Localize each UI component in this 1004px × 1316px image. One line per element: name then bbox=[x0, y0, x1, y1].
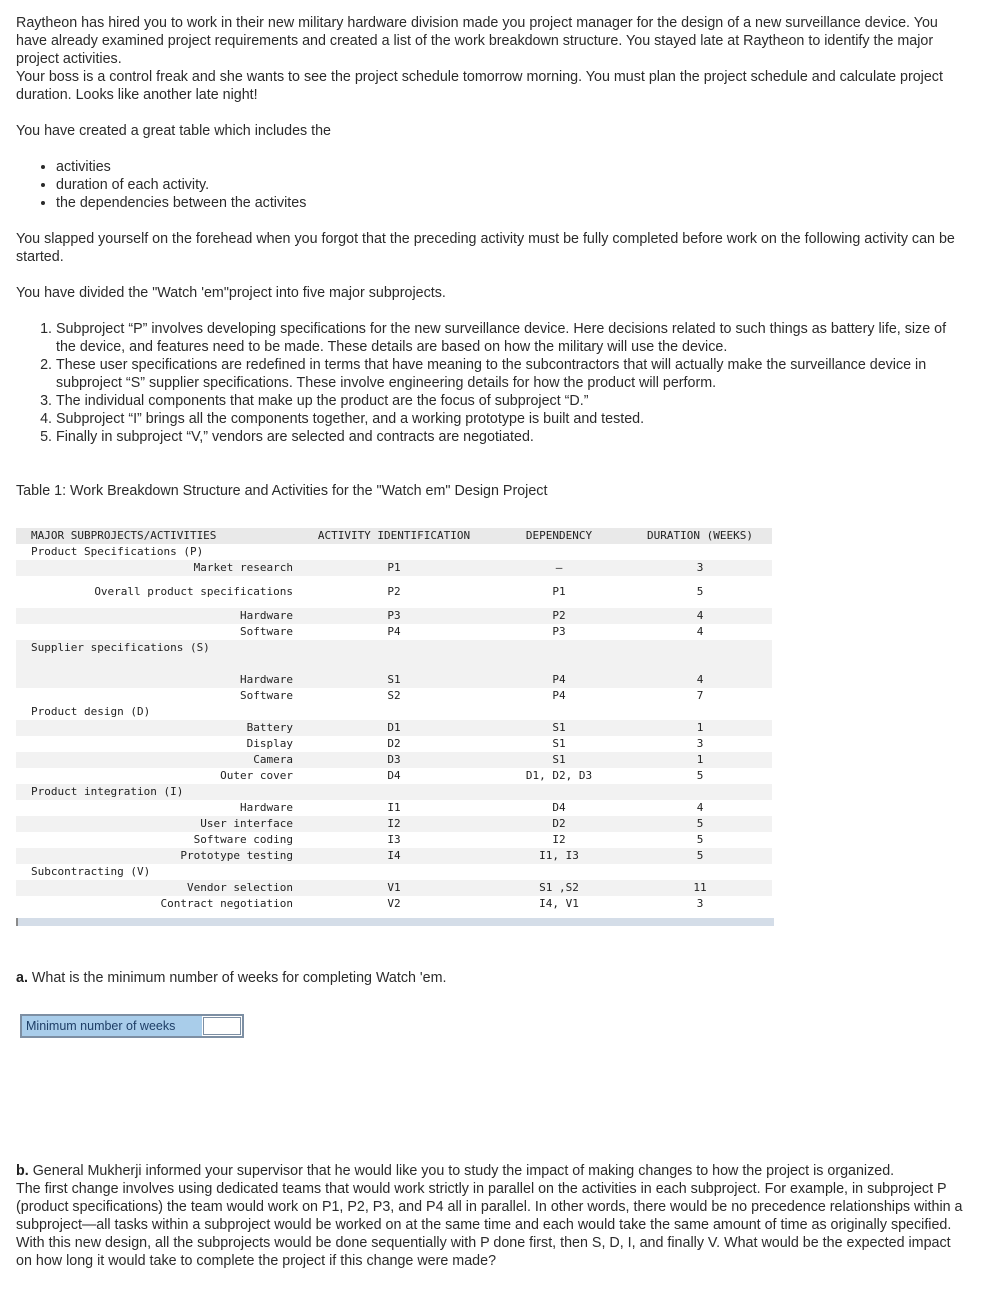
table-header-row bbox=[16, 528, 772, 544]
list-item: • duration of each activity. bbox=[56, 176, 966, 194]
question-b-intro bbox=[16, 1162, 966, 1180]
spacer-row bbox=[16, 656, 772, 672]
group-row-d bbox=[16, 704, 772, 720]
problem-intro bbox=[16, 14, 966, 500]
list-item: 3. The individual components that make up the product are the focus of subproject “D.” bbox=[56, 392, 966, 410]
list-item: • activities bbox=[56, 158, 966, 176]
activity-duration: 4 bbox=[628, 672, 772, 688]
intro-paragraph-2: Your boss is a control freak and she wants to see the project schedule tomorrow morning. You must plan the project schedule and calculate project duration. Looks like another late night! bbox=[16, 69, 943, 103]
activity-name: Display bbox=[246, 737, 293, 750]
activity-name: Hardware bbox=[16, 672, 298, 688]
table-row bbox=[16, 880, 772, 896]
activity-name: Outer cover bbox=[220, 769, 293, 782]
activity-id: V1 bbox=[298, 880, 490, 896]
table-row bbox=[16, 816, 772, 832]
activity-duration: 5 bbox=[628, 848, 772, 864]
activity-duration: 5 bbox=[696, 833, 704, 846]
activity-dependency: P1 bbox=[552, 585, 566, 598]
activity-id: P2 bbox=[387, 585, 401, 598]
table-caption: Table 1: Work Breakdown Structure and Activities for the "Watch em" Design Project bbox=[16, 483, 548, 499]
activity-dependency: S1 ,S2 bbox=[490, 880, 628, 896]
activity-name: User interface bbox=[16, 816, 298, 832]
subproject-list bbox=[16, 320, 966, 446]
activity-name: Prototype testing bbox=[16, 848, 298, 864]
table-row bbox=[16, 752, 772, 768]
activity-id: P3 bbox=[298, 608, 490, 624]
table-row bbox=[16, 688, 772, 704]
intro-paragraph-5: You have divided the "Watch 'em"project into five major subprojects. bbox=[16, 285, 446, 301]
activity-name: Overall product specifications bbox=[94, 585, 293, 598]
activity-duration: 4 bbox=[628, 608, 772, 624]
activity-id: I3 bbox=[387, 833, 401, 846]
activity-duration: 7 bbox=[696, 689, 704, 702]
group-label: Product design (D) bbox=[31, 705, 151, 718]
activity-duration: 1 bbox=[628, 720, 772, 736]
activity-name: Software bbox=[240, 689, 293, 702]
activity-id: D1 bbox=[298, 720, 490, 736]
activity-name: Vendor selection bbox=[16, 880, 298, 896]
question-b bbox=[16, 1162, 966, 1270]
activity-id: I1 bbox=[387, 801, 401, 814]
activity-name: Hardware bbox=[240, 801, 293, 814]
activity-duration: 4 bbox=[696, 801, 704, 814]
activity-dependency: P2 bbox=[490, 608, 628, 624]
activity-id: V2 bbox=[387, 897, 401, 910]
activity-name: Software coding bbox=[193, 833, 293, 846]
table-row bbox=[16, 896, 772, 912]
header-dependency: DEPENDENCY bbox=[490, 528, 628, 544]
activity-name: Camera bbox=[16, 752, 298, 768]
activity-dependency: S1 bbox=[490, 720, 628, 736]
activity-duration: 3 bbox=[696, 897, 704, 910]
activity-dependency: D1, D2, D3 bbox=[525, 769, 593, 782]
table-row bbox=[16, 624, 772, 640]
activity-id: S2 bbox=[387, 689, 401, 702]
group-label: Subcontracting (V) bbox=[31, 865, 151, 878]
table-row bbox=[16, 768, 772, 784]
activity-id: D3 bbox=[298, 752, 490, 768]
wbs-table bbox=[16, 528, 772, 912]
table-row bbox=[16, 560, 772, 576]
group-label: Product integration (I) bbox=[16, 784, 772, 800]
activity-name: Hardware bbox=[16, 608, 298, 624]
list-item: • the dependencies between the activites bbox=[56, 194, 966, 212]
activity-name: Battery bbox=[16, 720, 298, 736]
answer-label: Minimum number of weeks bbox=[22, 1016, 202, 1036]
wbs-table-container bbox=[16, 528, 772, 928]
activity-dependency: P3 bbox=[552, 625, 566, 638]
activity-id: I4 bbox=[298, 848, 490, 864]
question-a bbox=[16, 970, 446, 986]
activity-duration: 5 bbox=[696, 585, 704, 598]
activity-duration: 3 bbox=[696, 737, 704, 750]
group-row-i bbox=[16, 784, 772, 800]
activity-dependency: P4 bbox=[552, 689, 566, 702]
table-row bbox=[16, 608, 772, 624]
activity-dependency: P4 bbox=[490, 672, 628, 688]
question-a-marker: a. bbox=[16, 970, 28, 986]
question-b-marker: b. bbox=[16, 1163, 29, 1179]
activity-id: D2 bbox=[387, 737, 401, 750]
table-row bbox=[16, 576, 772, 608]
activity-duration: 5 bbox=[696, 769, 704, 782]
group-label: Product Specifications (P) bbox=[31, 545, 204, 558]
activity-id: D4 bbox=[387, 769, 401, 782]
activity-id: I2 bbox=[298, 816, 490, 832]
activity-id: P1 bbox=[298, 560, 490, 576]
intro-paragraph-3: You have created a great table which includes the bbox=[16, 123, 332, 139]
table-contents-list bbox=[16, 158, 966, 212]
question-b-text-1: General Mukherji informed your supervisor that he would like you to study the impact of making changes to how the project is organized. bbox=[28, 1163, 895, 1179]
intro-paragraph-4: You slapped yourself on the forehead when you forgot that the preceding activity must be fully completed before work on the following activity can be started. bbox=[16, 231, 955, 265]
question-a-text: What is the minimum number of weeks for completing Watch 'em. bbox=[27, 970, 447, 986]
activity-dependency: S1 bbox=[552, 737, 566, 750]
table-row bbox=[16, 736, 772, 752]
header-duration: DURATION (WEEKS) bbox=[628, 528, 772, 544]
header-activity-id: ACTIVITY IDENTIFICATION bbox=[298, 528, 490, 544]
activity-dependency: D2 bbox=[490, 816, 628, 832]
activity-duration: 11 bbox=[628, 880, 772, 896]
header-activities: MAJOR SUBPROJECTS/ACTIVITIES bbox=[16, 528, 298, 544]
activity-name: Market research bbox=[16, 560, 298, 576]
table-row bbox=[16, 672, 772, 688]
activity-dependency: — bbox=[490, 560, 628, 576]
activity-duration: 1 bbox=[628, 752, 772, 768]
answer-field-group bbox=[20, 1014, 244, 1038]
activity-dependency: I4, V1 bbox=[539, 897, 579, 910]
activity-name: Software bbox=[240, 625, 293, 638]
intro-paragraph-1: Raytheon has hired you to work in their new military hardware division made you project manager for the design of a new surveillance device. You have already examined project requirements and created a list of the work breakdown structure. You stayed late at Raytheon to identify the major project activities. bbox=[16, 15, 938, 67]
table-row bbox=[16, 800, 772, 816]
table-row bbox=[16, 720, 772, 736]
minimum-weeks-input[interactable] bbox=[203, 1017, 241, 1035]
group-label: Supplier specifications (S) bbox=[16, 640, 772, 656]
activity-name: Contract negotiation bbox=[160, 897, 293, 910]
table-bottom-bar bbox=[16, 918, 774, 926]
activity-dependency: I1, I3 bbox=[490, 848, 628, 864]
activity-dependency: S1 bbox=[490, 752, 628, 768]
list-item: 4. Subproject “I” brings all the components together, and a working prototype is built and tested. bbox=[56, 410, 966, 428]
question-b-text-2: The first change involves using dedicated teams that would work strictly in parallel on the activities in each subproject. For example, in subproject P (product specifications) the team would work on P1, P2, P3, and P4 all in parallel. In other words, there would be no precedence relationships within a subproject—all tasks within a subproject would be worked on at the same time and each would take the same amount of time as originally specified. With this new design, all the subprojects would be done sequentially with P done first, then S, D, I, and finally V. What would be the expected impact on how long it would take to complete the project if this change were made? bbox=[16, 1181, 963, 1269]
group-row-v bbox=[16, 864, 772, 880]
table-row bbox=[16, 832, 772, 848]
activity-duration: 3 bbox=[628, 560, 772, 576]
activity-id: S1 bbox=[298, 672, 490, 688]
group-row-s bbox=[16, 640, 772, 656]
list-item: 1. Subproject “P” involves developing specifications for the new surveillance device. Here decisions related to such things as battery life, size of the device, and features need to be made. These details are based on how the military will use the device. bbox=[56, 320, 966, 356]
list-item: 5. Finally in subproject “V,” vendors are selected and contracts are negotiated. bbox=[56, 428, 966, 446]
activity-id: P4 bbox=[387, 625, 401, 638]
list-item: 2. These user specifications are redefined in terms that have meaning to the subcontractors that will actually make the surveillance device in subproject “S” supplier specifications. These involve engineering details for how the product will perform. bbox=[56, 356, 966, 392]
group-row-p bbox=[16, 544, 772, 560]
activity-duration: 4 bbox=[696, 625, 704, 638]
activity-dependency: D4 bbox=[552, 801, 566, 814]
activity-duration: 5 bbox=[628, 816, 772, 832]
table-row bbox=[16, 848, 772, 864]
activity-dependency: I2 bbox=[552, 833, 566, 846]
